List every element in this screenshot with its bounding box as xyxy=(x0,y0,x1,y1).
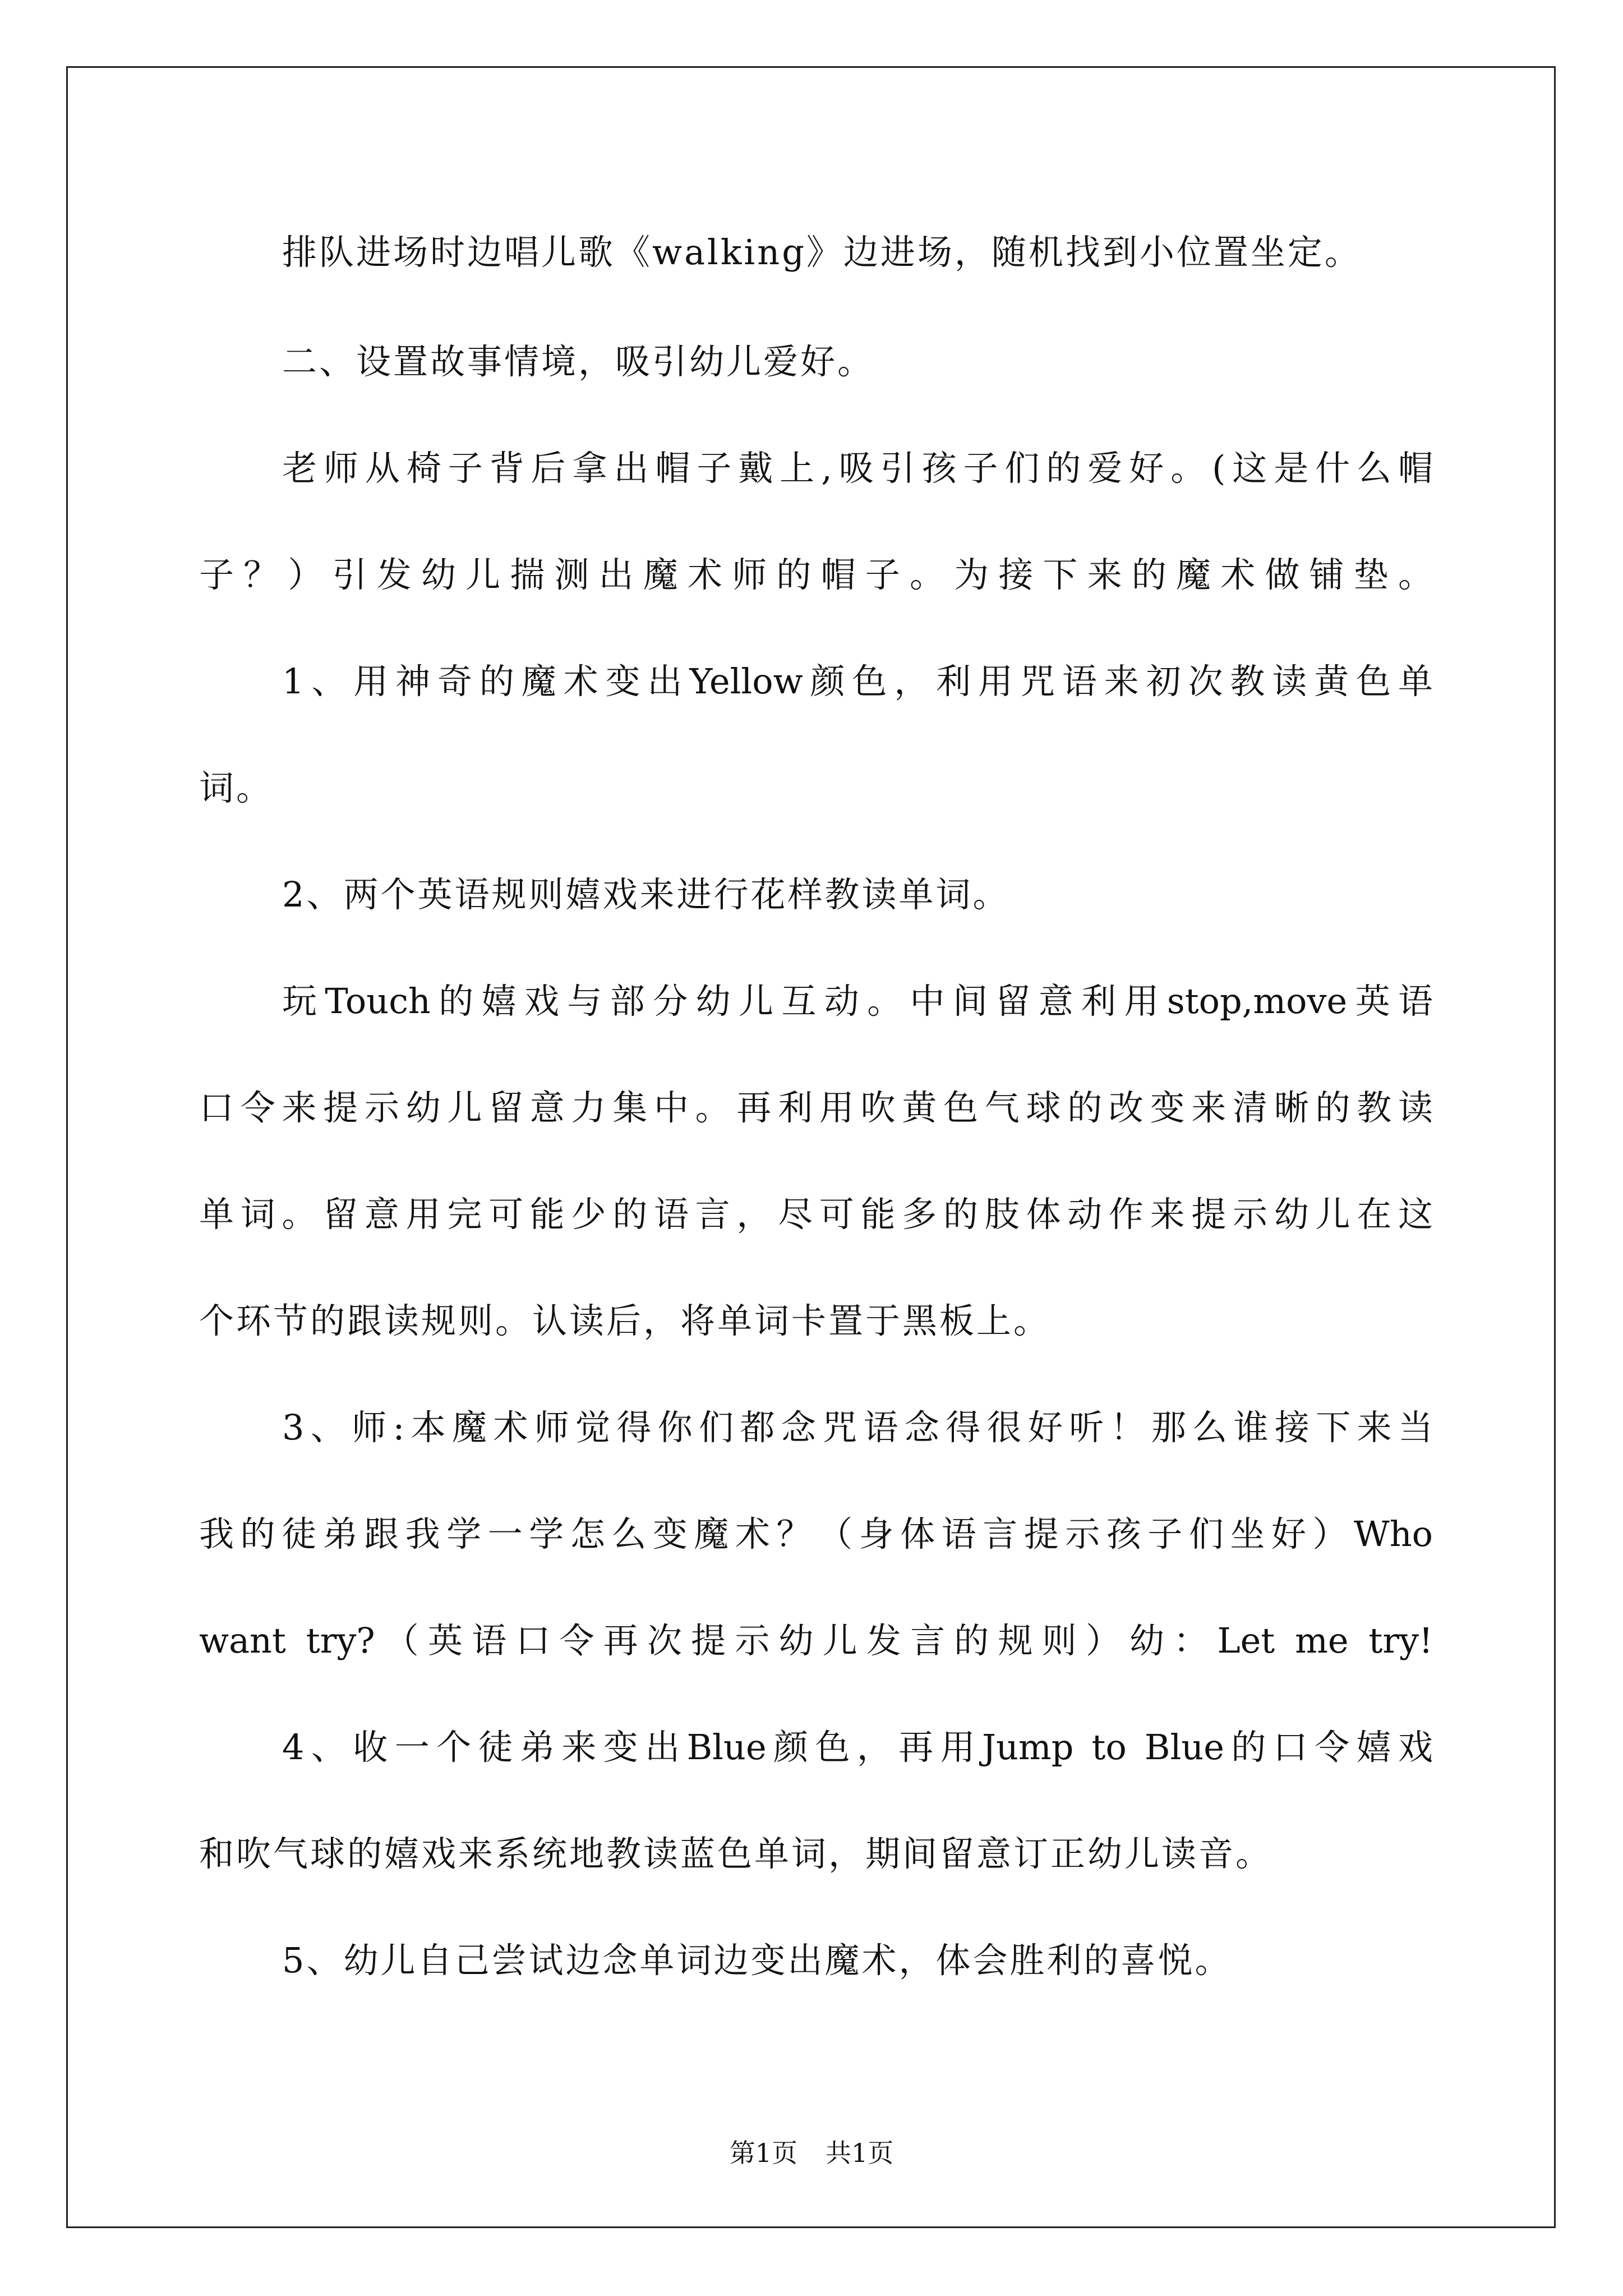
paragraph-line: 5、幼儿自己尝试边念单词边变出魔术，体会胜利的喜悦。 xyxy=(282,1940,1232,1981)
paragraph-line: 我的徒弟跟我学一学怎么变魔术？（身体语言提示孩子们坐好）Who xyxy=(199,1513,1433,1554)
page-total: 共1页 xyxy=(826,2138,894,2168)
paragraph-line: 词。 xyxy=(199,767,274,808)
paragraph-line: 2、两个英语规则嬉戏来进行花样教读单词。 xyxy=(282,874,1010,915)
paragraph-line: 排队进场时边唱儿歌《walking》边进场，随机找到小位置坐定。 xyxy=(282,232,1362,273)
paragraph-line: 个环节的跟读规则。认读后，将单词卡置于黑板上。 xyxy=(199,1300,1051,1341)
paragraph-line: 3、师:本魔术师觉得你们都念咒语念得很好听！那么谁接下来当 xyxy=(282,1407,1433,1448)
section-heading: 二、设置故事情境，吸引幼儿爱好。 xyxy=(282,341,875,382)
paragraph-line: want try?（英语口令再次提示幼儿发言的规则）幼：Let me try! xyxy=(199,1620,1433,1661)
paragraph-line: 玩Touch的嬉戏与部分幼儿互动。中间留意利用stop,move英语 xyxy=(282,981,1433,1022)
page-border xyxy=(66,66,1556,2228)
paragraph-line: 单词。留意用完可能少的语言，尽可能多的肢体动作来提示幼儿在这 xyxy=(199,1194,1433,1235)
paragraph-line: 老师从椅子背后拿出帽子戴上,吸引孩子们的爱好。(这是什么帽 xyxy=(282,448,1433,489)
paragraph-line: 子？）引发幼儿揣测出魔术师的帽子。为接下来的魔术做铺垫。 xyxy=(199,554,1433,595)
page-footer xyxy=(0,2136,1623,2170)
paragraph-line: 口令来提示幼儿留意力集中。再利用吹黄色气球的改变来清晰的教读 xyxy=(199,1087,1433,1128)
paragraph-line: 4、收一个徒弟来变出Blue颜色，再用Jump to Blue的口令嬉戏 xyxy=(282,1727,1433,1768)
paragraph-line: 和吹气球的嬉戏来系统地教读蓝色单词，期间留意订正幼儿读音。 xyxy=(199,1833,1273,1874)
paragraph-line: 1、用神奇的魔术变出Yellow颜色，利用咒语来初次教读黄色单 xyxy=(282,661,1433,702)
page-number: 第1页 xyxy=(729,2138,797,2168)
